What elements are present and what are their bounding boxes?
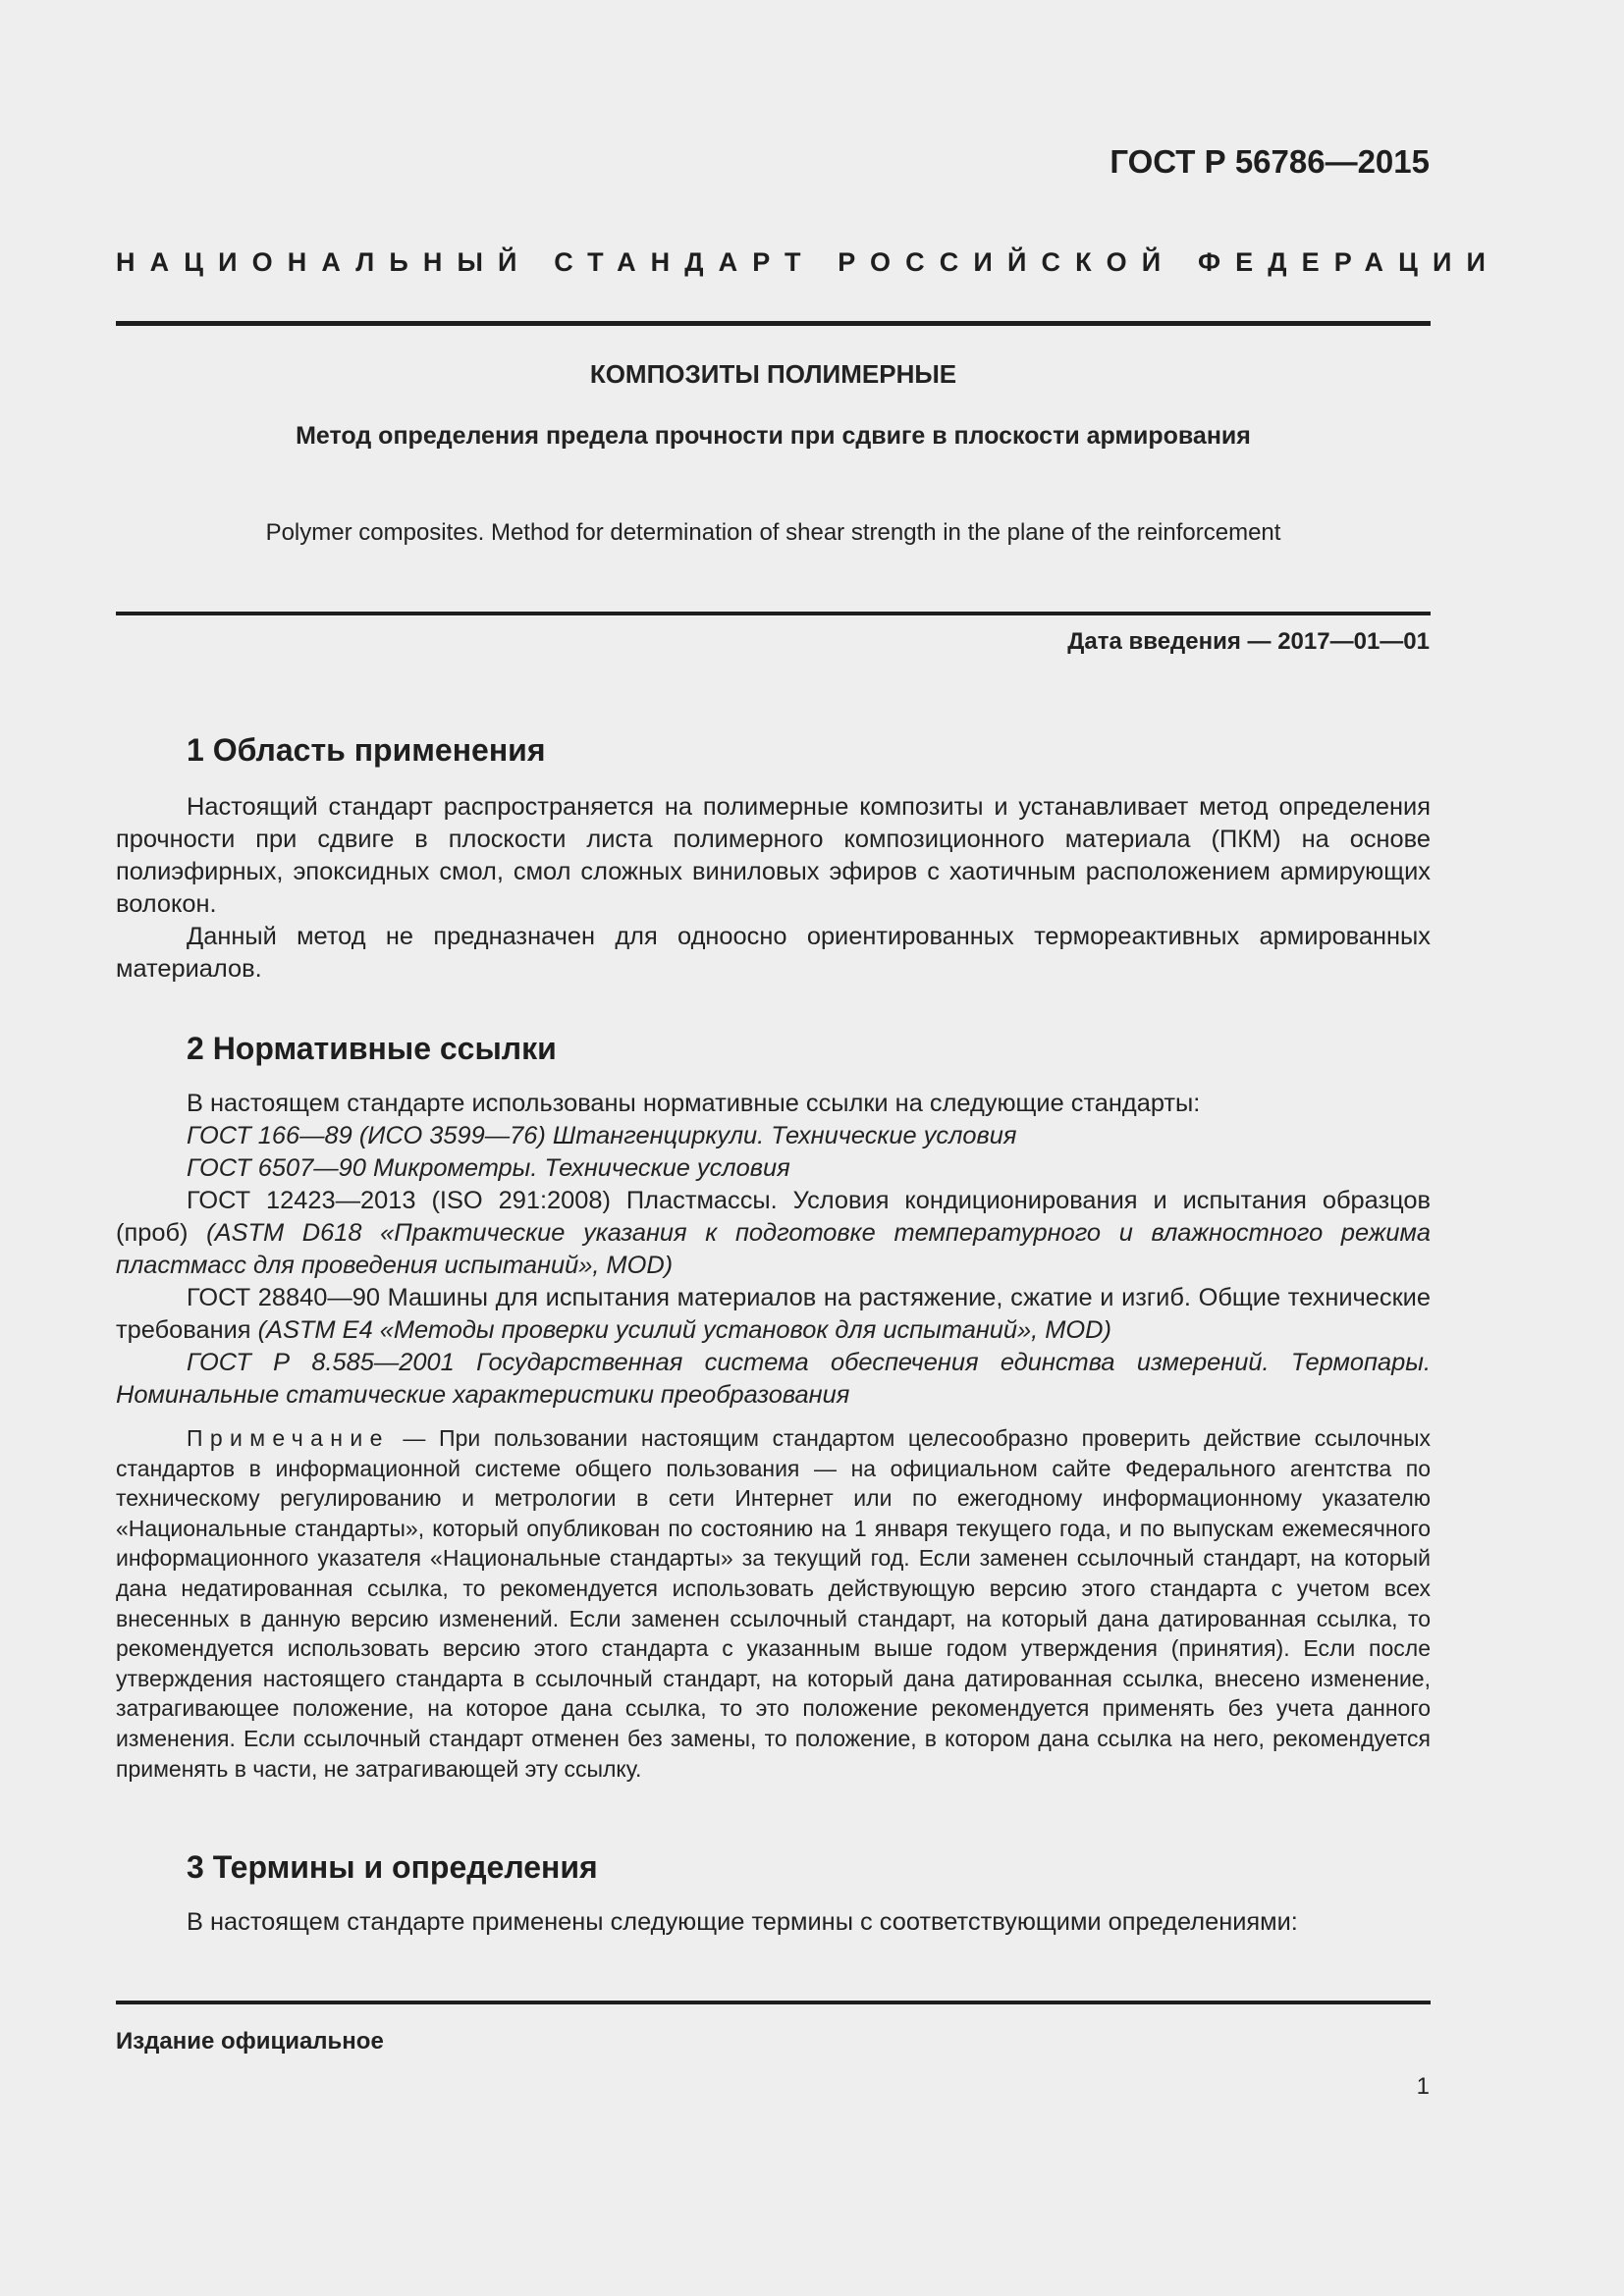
section-normative-references: [116, 1029, 1431, 1784]
title-rule: [116, 612, 1431, 615]
section-terms: [116, 1847, 1431, 1939]
reference-item: [116, 1282, 1431, 1347]
section-heading: 1 Область применения: [187, 732, 546, 768]
reference-text: ГОСТ 6507—90 Микрометры. Технические условия: [187, 1154, 790, 1182]
section-heading: 2 Нормативные ссылки: [187, 1031, 557, 1066]
document-title: КОМПОЗИТЫ ПОЛИМЕРНЫЕ: [589, 359, 957, 389]
note: [116, 1423, 1431, 1784]
paragraph: Данный метод не предназначен для одноосно ориентированных термореактивных армированных материалов.: [116, 923, 1431, 983]
page-number: 1: [1416, 2073, 1430, 2100]
edition-label: Издание официальное: [116, 2028, 384, 2055]
reference-harmonization: (ASTM E4 «Методы проверки усилий установок для испытаний», MOD): [257, 1316, 1111, 1344]
section-heading: 3 Термины и определения: [187, 1849, 598, 1885]
section-scope: [116, 730, 1431, 986]
reference-item: [116, 1120, 1431, 1152]
reference-text: ГОСТ Р 8.585—2001 Государственная система обеспечения единства измерений. Термопары. Номинальные статические характеристики преобразования: [116, 1349, 1431, 1409]
top-rule: [116, 321, 1431, 326]
reference-text: ГОСТ 28840—90 Машины для испытания материалов на растяжение, сжатие и изгиб. Общие технические требования: [116, 1284, 1431, 1344]
document-subtitle: Метод определения предела прочности при сдвиге в плоскости армирования: [296, 422, 1251, 450]
reference-text: ГОСТ 166—89 (ИСО 3599—76) Штангенциркули. Технические условия: [187, 1122, 1017, 1149]
introduction-date: Дата введения — 2017—01—01: [1067, 628, 1430, 655]
english-title: Polymer composites. Method for determination of shear strength in the plane of the reinforcement: [265, 519, 1281, 546]
standard-number: ГОСТ Р 56786—2015: [1110, 143, 1430, 180]
reference-text: ГОСТ 12423—2013 (ISO 291:2008) Пластмассы. Условия кондиционирования и испытания образцов (проб): [116, 1187, 1431, 1247]
reference-item: [116, 1152, 1431, 1185]
note-label: Примечание: [187, 1425, 390, 1451]
paragraph: В настоящем стандарте использованы нормативные ссылки на следующие стандарты:: [187, 1090, 1201, 1117]
national-standard-title: НАЦИОНАЛЬНЫЙ СТАНДАРТ РОССИЙСКОЙ ФЕДЕРАЦИИ: [116, 247, 1500, 277]
reference-harmonization: (ASTM D618 «Практические указания к подготовке температурного и влажностного режима пластмасс для проведения испытаний», MOD): [116, 1219, 1431, 1279]
reference-item: [116, 1185, 1431, 1282]
paragraph: В настоящем стандарте применены следующие термины с соответствующими определениями:: [187, 1908, 1298, 1936]
reference-item: [116, 1347, 1431, 1412]
note-text: — При пользовании настоящим стандартом целесообразно проверить действие ссылочных стандартов в информационной системе общего пользования — на официальном сайте Федерального агентства по техническому регулированию и метрологии в сети Интернет или по ежегодному информационному указателю «Национальные стандарты», который опубликован по состоянию на 1 января текущего года, и по выпускам ежемесячного информационного указателя «Национальные стандарты» за текущий год. Если заменен ссылочный стандарт, на который дана недатированная ссылка, то рекомендуется использовать действующую версию этого стандарта с учетом всех внесенных в данную версию изменений. Если заменен ссылочный стандарт, на который дана датированная ссылка, то рекомендуется использовать версию этого стандарта с указанным выше годом утверждения (принятия). Если после утверждения настоящего стандарта в ссылочный стандарт, на который дана датированная ссылка, внесено изменение, затрагивающее положение, на которое дана ссылка, то это положение рекомендуется применять без учета данного изменения. Если ссылочный стандарт отменен без замены, то положение, в котором дана ссылка на него, рекомендуется применять в части, не затрагивающей эту ссылку.: [116, 1425, 1431, 1782]
paragraph: Настоящий стандарт распространяется на полимерные композиты и устанавливает метод определения прочности при сдвиге в плоскости листа полимерного композиционного материала (ПКМ) на основе полиэфирных, эпоксидных смол, смол сложных виниловых эфиров с хаотичным расположением армирующих волокон.: [116, 793, 1431, 918]
footer-rule: [116, 2001, 1431, 2004]
